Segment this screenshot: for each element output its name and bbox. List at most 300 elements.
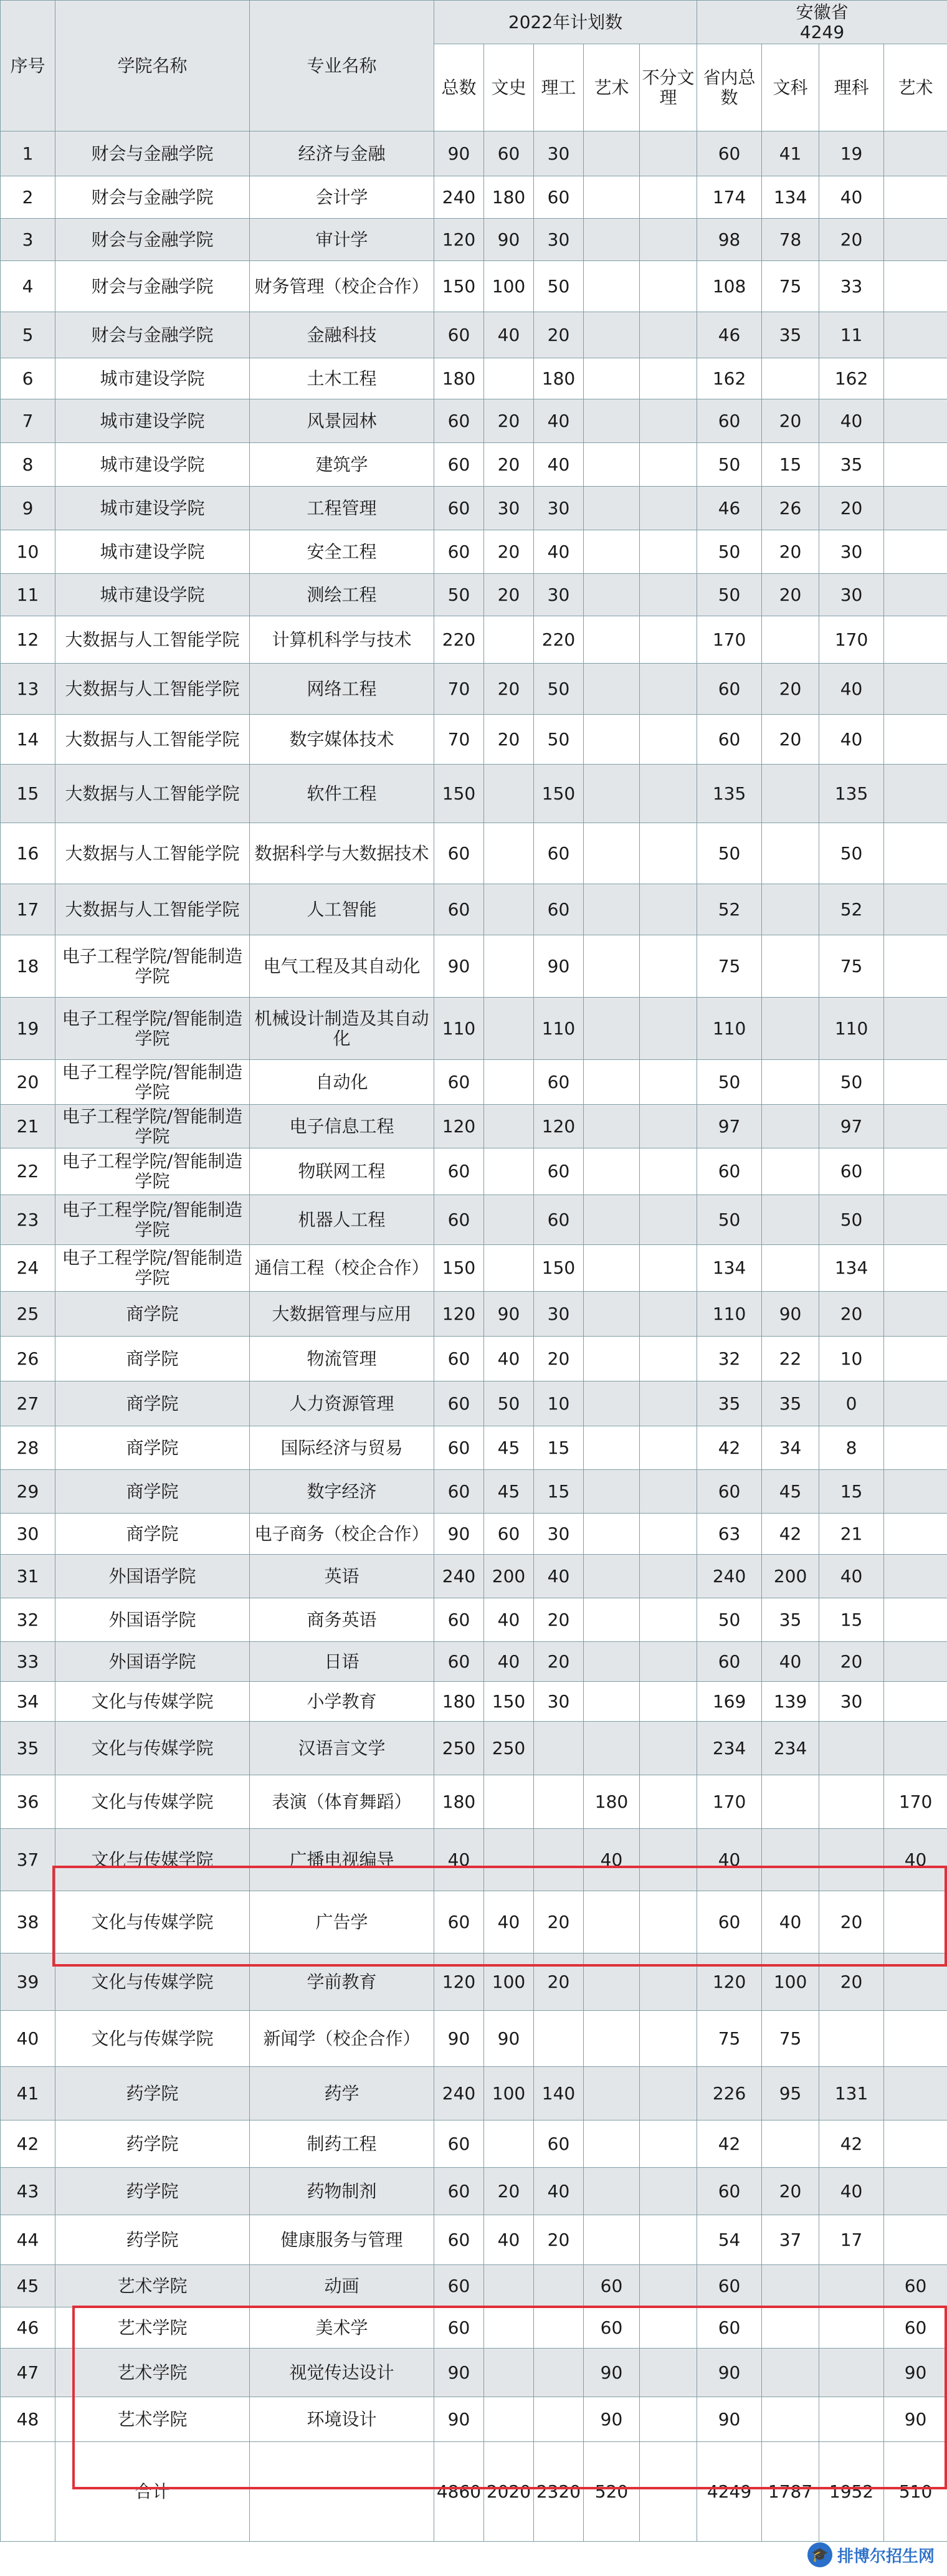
table-row (1, 2011, 947, 2067)
cell-bufen (640, 487, 697, 530)
cell-total: 60 (434, 487, 484, 530)
cell-yishu2: 40 (884, 1829, 947, 1891)
cell-ligong (534, 2397, 584, 2442)
cell-wenshi: 60 (484, 131, 534, 176)
cell-like: 40 (819, 176, 884, 219)
cell-province-total: 60 (697, 715, 762, 765)
cell-wenshi (484, 823, 534, 884)
cell-wenke (762, 2120, 819, 2168)
cell-like: 10 (819, 1337, 884, 1381)
cell-like: 15 (819, 1598, 884, 1642)
cell-yishu (584, 1337, 640, 1381)
cell-wenshi (484, 1060, 534, 1105)
cell-major: 电子商务（校企合作） (250, 1514, 434, 1555)
cell-wenke: 20 (762, 2168, 819, 2215)
cell-wenke: 40 (762, 1642, 819, 1682)
cell-like: 52 (819, 884, 884, 935)
cell-major: 安全工程 (250, 530, 434, 574)
cell-wenke: 20 (762, 574, 819, 616)
cell-ligong: 60 (534, 2120, 584, 2168)
cell-major: 计算机科学与技术 (250, 616, 434, 664)
cell-ligong: 20 (534, 1598, 584, 1642)
table-row (1, 1891, 947, 1953)
cell-like: 40 (819, 2168, 884, 2215)
cell-college: 商学院 (55, 1514, 250, 1555)
cell-seq: 13 (1, 664, 55, 715)
cell-seq: 27 (1, 1381, 55, 1426)
table-row (1, 2168, 947, 2215)
cell-college: 大数据与人工智能学院 (55, 765, 250, 823)
cell-wenke (762, 1829, 819, 1891)
table-row (1, 312, 947, 358)
cell-college: 文化与传媒学院 (55, 1682, 250, 1722)
cell-wenke (762, 2307, 819, 2349)
cell-province-total: 60 (697, 2265, 762, 2307)
cell-seq: 7 (1, 399, 55, 443)
cell-wenke: 40 (762, 1891, 819, 1953)
cell-ligong: 20 (534, 1953, 584, 2011)
cell-wenke: 26 (762, 487, 819, 530)
cell-seq: 26 (1, 1337, 55, 1381)
cell-major: 工程管理 (250, 487, 434, 530)
header-like: 理科 (819, 44, 884, 131)
cell-seq: 30 (1, 1514, 55, 1555)
cell-yishu2: 60 (884, 2307, 947, 2349)
cell-major: 审计学 (250, 219, 434, 261)
cell-province-total: 110 (697, 998, 762, 1060)
cell-bufen (640, 1245, 697, 1292)
cell-province-total: 46 (697, 487, 762, 530)
cell-college: 药学院 (55, 2120, 250, 2168)
cell-total: 60 (434, 1060, 484, 1105)
cell-college: 城市建设学院 (55, 443, 250, 487)
cell-wenshi: 45 (484, 1470, 534, 1514)
cell-major: 土木工程 (250, 358, 434, 399)
cell-yishu2 (884, 2067, 947, 2120)
cell-wenshi (484, 358, 534, 399)
cell-yishu2 (884, 998, 947, 1060)
cell-ligong: 30 (534, 1292, 584, 1337)
cell-wenshi (484, 1105, 534, 1148)
cell-wenshi (484, 2307, 534, 2349)
cell-yishu2 (884, 1381, 947, 1426)
table-row (1, 823, 947, 884)
cell-yishu2 (884, 530, 947, 574)
header-wenshi: 文史 (484, 44, 534, 131)
cell-college: 城市建设学院 (55, 358, 250, 399)
cell-wenshi: 90 (484, 219, 534, 261)
cell-college: 文化与传媒学院 (55, 2011, 250, 2067)
table-row (1, 261, 947, 312)
cell-total: 250 (434, 1722, 484, 1775)
cell-like: 110 (819, 998, 884, 1060)
cell-college: 文化与传媒学院 (55, 1775, 250, 1829)
cell-total: 240 (434, 176, 484, 219)
cell-bufen (640, 131, 697, 176)
cell-bufen (640, 616, 697, 664)
cell-major: 数字媒体技术 (250, 715, 434, 765)
cell-yishu (584, 2215, 640, 2265)
cell-province-total: 54 (697, 2215, 762, 2265)
cell-yishu2 (884, 1514, 947, 1555)
cell-like (819, 2011, 884, 2067)
table-row (1, 219, 947, 261)
cell-province-total: 60 (697, 664, 762, 715)
cell-yishu2 (884, 1722, 947, 1775)
cell-college: 外国语学院 (55, 1642, 250, 1682)
header-plan-title: 2022年计划数 (434, 1, 697, 44)
cell-major: 日语 (250, 1642, 434, 1682)
cell-like (819, 2307, 884, 2349)
cell-wenshi (484, 1775, 534, 1829)
cell-wenke: 100 (762, 1953, 819, 2011)
cell-province-total: 35 (697, 1381, 762, 1426)
cell-major: 学前教育 (250, 1953, 434, 2011)
cell-wenshi: 200 (484, 1555, 534, 1598)
cell-bufen (640, 1292, 697, 1337)
cell-like: 15 (819, 1470, 884, 1514)
cell-yishu2 (884, 1292, 947, 1337)
cell-bufen (640, 443, 697, 487)
cell-bufen (640, 1060, 697, 1105)
cell-wenke: 20 (762, 399, 819, 443)
header-bufen: 不分文理 (640, 44, 697, 131)
table-row (1, 487, 947, 530)
cell-like: 33 (819, 261, 884, 312)
cell-bufen (640, 2168, 697, 2215)
cell-yishu (584, 1148, 640, 1195)
cell-seq: 6 (1, 358, 55, 399)
cell-college: 城市建设学院 (55, 399, 250, 443)
cell-province-total: 120 (697, 1953, 762, 2011)
cell-province-total: 50 (697, 1060, 762, 1105)
cell-seq: 25 (1, 1292, 55, 1337)
cell-yishu (584, 312, 640, 358)
cell-total: 60 (434, 1598, 484, 1642)
cell-seq: 33 (1, 1642, 55, 1682)
cell-yishu2 (884, 487, 947, 530)
header-yishu2: 艺术 (884, 44, 947, 131)
cell-bufen (640, 1891, 697, 1953)
cell-like: 11 (819, 312, 884, 358)
cell-yishu (584, 1105, 640, 1148)
cell-seq: 15 (1, 765, 55, 823)
cell-like: 75 (819, 935, 884, 998)
cell-college: 电子工程学院/智能制造学院 (55, 1105, 250, 1148)
cell-like: 135 (819, 765, 884, 823)
cell-yishu2 (884, 574, 947, 616)
cell-total: 90 (434, 131, 484, 176)
cell-yishu2 (884, 358, 947, 399)
cell-yishu2 (884, 2215, 947, 2265)
cell-bufen (640, 2349, 697, 2397)
cell-yishu (584, 765, 640, 823)
cell-yishu: 180 (584, 1775, 640, 1829)
cell-like: 20 (819, 1292, 884, 1337)
table-row (1, 399, 947, 443)
cell-wenke (762, 884, 819, 935)
cell-ligong: 60 (534, 1148, 584, 1195)
cell-yishu (584, 998, 640, 1060)
cell-wenke: 34 (762, 1426, 819, 1470)
cell-province-total: 240 (697, 1555, 762, 1598)
cell-ligong (534, 2011, 584, 2067)
cell-college: 药学院 (55, 2215, 250, 2265)
cell-ligong: 30 (534, 487, 584, 530)
cell-yishu2 (884, 2120, 947, 2168)
cell-yishu (584, 1060, 640, 1105)
total-wenshi: 2020 (484, 2442, 534, 2542)
cell-like: 20 (819, 219, 884, 261)
cell-college: 财会与金融学院 (55, 131, 250, 176)
cell-yishu (584, 1470, 640, 1514)
cell-ligong: 40 (534, 530, 584, 574)
cell-seq: 47 (1, 2349, 55, 2397)
cell-bufen (640, 219, 697, 261)
total-sum: 4860 (434, 2442, 484, 2542)
table-row (1, 1060, 947, 1105)
cell-yishu2 (884, 1891, 947, 1953)
cell-ligong: 30 (534, 219, 584, 261)
cell-seq: 31 (1, 1555, 55, 1598)
cell-total: 70 (434, 715, 484, 765)
cell-major: 数据科学与大数据技术 (250, 823, 434, 884)
cell-bufen (640, 1722, 697, 1775)
cell-yishu (584, 1722, 640, 1775)
cell-yishu (584, 1426, 640, 1470)
cell-major: 表演（体育舞蹈） (250, 1775, 434, 1829)
cell-yishu (584, 1195, 640, 1245)
cell-seq: 38 (1, 1891, 55, 1953)
cell-yishu2 (884, 935, 947, 998)
cell-province-total: 46 (697, 312, 762, 358)
cell-seq: 9 (1, 487, 55, 530)
cell-ligong: 15 (534, 1426, 584, 1470)
cell-seq: 2 (1, 176, 55, 219)
cell-yishu2 (884, 443, 947, 487)
cell-province-total: 42 (697, 1426, 762, 1470)
cell-major: 制药工程 (250, 2120, 434, 2168)
cell-ligong: 180 (534, 358, 584, 399)
cell-bufen (640, 823, 697, 884)
cell-bufen (640, 574, 697, 616)
header-yishu: 艺术 (584, 44, 640, 131)
cell-college: 财会与金融学院 (55, 176, 250, 219)
cell-bufen (640, 998, 697, 1060)
cell-bufen (640, 1337, 697, 1381)
cell-like (819, 2349, 884, 2397)
cell-like: 21 (819, 1514, 884, 1555)
header-wenke: 文科 (762, 44, 819, 131)
header-total: 总数 (434, 44, 484, 131)
cell-bufen (640, 1470, 697, 1514)
table-row (1, 1381, 947, 1426)
cell-yishu (584, 715, 640, 765)
cell-wenshi: 45 (484, 1426, 534, 1470)
cell-seq: 35 (1, 1722, 55, 1775)
cell-wenke (762, 2397, 819, 2442)
cell-yishu (584, 2011, 640, 2067)
cell-province-total: 50 (697, 574, 762, 616)
cell-wenshi (484, 1829, 534, 1891)
cell-wenshi: 20 (484, 574, 534, 616)
cell-province-total: 75 (697, 2011, 762, 2067)
cell-college: 文化与传媒学院 (55, 1722, 250, 1775)
table-row (1, 2307, 947, 2349)
cell-seq: 36 (1, 1775, 55, 1829)
cell-wenke (762, 1195, 819, 1245)
cell-wenke: 75 (762, 2011, 819, 2067)
province-total: 4249 (799, 21, 845, 42)
cell-province-total: 98 (697, 219, 762, 261)
cell-bufen (640, 1381, 697, 1426)
total-province: 4249 (697, 2442, 762, 2542)
cell-wenke (762, 2265, 819, 2307)
cell-seq: 20 (1, 1060, 55, 1105)
cell-ligong: 40 (534, 443, 584, 487)
cell-major: 药学 (250, 2067, 434, 2120)
table-row (1, 176, 947, 219)
cell-bufen (640, 1555, 697, 1598)
cell-wenke: 45 (762, 1470, 819, 1514)
cell-province-total: 60 (697, 1891, 762, 1953)
cell-yishu (584, 1381, 640, 1426)
cell-major: 会计学 (250, 176, 434, 219)
cell-bufen (640, 1105, 697, 1148)
cell-seq: 37 (1, 1829, 55, 1891)
cell-total: 150 (434, 1245, 484, 1292)
header-ligong: 理工 (534, 44, 584, 131)
cell-like: 19 (819, 131, 884, 176)
cell-like: 162 (819, 358, 884, 399)
cell-major: 电气工程及其自动化 (250, 935, 434, 998)
cell-ligong: 60 (534, 1195, 584, 1245)
cell-province-total: 234 (697, 1722, 762, 1775)
cell-ligong: 40 (534, 2168, 584, 2215)
cell-wenke: 95 (762, 2067, 819, 2120)
cell-college: 财会与金融学院 (55, 219, 250, 261)
cell-wenke (762, 935, 819, 998)
cell-wenshi: 100 (484, 1953, 534, 2011)
cell-yishu2 (884, 1953, 947, 2011)
cell-bufen (640, 765, 697, 823)
cell-bufen (640, 664, 697, 715)
cell-yishu2 (884, 1470, 947, 1514)
cell-bufen (640, 1195, 697, 1245)
cell-total: 240 (434, 1555, 484, 1598)
cell-seq: 46 (1, 2307, 55, 2349)
cell-total: 60 (434, 1642, 484, 1682)
cell-like: 20 (819, 487, 884, 530)
cell-seq: 41 (1, 2067, 55, 2120)
cell-ligong: 20 (534, 1642, 584, 1682)
table-row (1, 2215, 947, 2265)
cell-wenshi: 20 (484, 399, 534, 443)
cell-province-total: 60 (697, 1148, 762, 1195)
cell-major: 数字经济 (250, 1470, 434, 1514)
cell-major: 环境设计 (250, 2397, 434, 2442)
cell-total: 60 (434, 2120, 484, 2168)
cell-province-total: 135 (697, 765, 762, 823)
cell-ligong: 10 (534, 1381, 584, 1426)
cell-ligong: 40 (534, 399, 584, 443)
cell-major: 物联网工程 (250, 1148, 434, 1195)
cell-ligong: 50 (534, 261, 584, 312)
cell-yishu (584, 176, 640, 219)
cell-major: 广播电视编导 (250, 1829, 434, 1891)
cell-ligong (534, 1829, 584, 1891)
cell-ligong: 60 (534, 823, 584, 884)
cell-wenshi: 30 (484, 487, 534, 530)
cell-ligong: 40 (534, 1555, 584, 1598)
cell-wenshi (484, 2397, 534, 2442)
cell-total: 60 (434, 1148, 484, 1195)
cell-bufen (640, 358, 697, 399)
cell-wenke: 42 (762, 1514, 819, 1555)
cell-seq: 43 (1, 2168, 55, 2215)
cell-yishu2: 90 (884, 2397, 947, 2442)
cell-total: 40 (434, 1829, 484, 1891)
cell-major: 健康服务与管理 (250, 2215, 434, 2265)
table-row (1, 2120, 947, 2168)
cell-seq: 18 (1, 935, 55, 998)
cell-province-total: 75 (697, 935, 762, 998)
cell-total: 50 (434, 574, 484, 616)
cell-yishu2 (884, 176, 947, 219)
cell-seq: 24 (1, 1245, 55, 1292)
cell-province-total: 226 (697, 2067, 762, 2120)
cell-yishu (584, 1555, 640, 1598)
cell-yishu (584, 1642, 640, 1682)
cell-wenshi: 40 (484, 1598, 534, 1642)
total-seq (1, 2442, 55, 2542)
cell-total: 60 (434, 1195, 484, 1245)
cell-like: 40 (819, 715, 884, 765)
cell-ligong: 110 (534, 998, 584, 1060)
cell-province-total: 169 (697, 1682, 762, 1722)
table-row (1, 1682, 947, 1722)
cell-total: 60 (434, 443, 484, 487)
cell-seq: 34 (1, 1682, 55, 1722)
cell-seq: 22 (1, 1148, 55, 1195)
cell-seq: 17 (1, 884, 55, 935)
cell-wenke: 200 (762, 1555, 819, 1598)
cell-yishu2 (884, 616, 947, 664)
cell-like: 60 (819, 1148, 884, 1195)
cell-total: 90 (434, 935, 484, 998)
cell-province-total: 60 (697, 399, 762, 443)
cell-total: 150 (434, 261, 484, 312)
cell-seq: 40 (1, 2011, 55, 2067)
cell-major: 人力资源管理 (250, 1381, 434, 1426)
cell-total: 150 (434, 765, 484, 823)
cell-major: 网络工程 (250, 664, 434, 715)
cell-college: 财会与金融学院 (55, 312, 250, 358)
cell-total: 180 (434, 1682, 484, 1722)
cell-yishu2 (884, 664, 947, 715)
table-row (1, 1195, 947, 1245)
cell-yishu2 (884, 823, 947, 884)
cell-like: 8 (819, 1426, 884, 1470)
cell-yishu (584, 1891, 640, 1953)
cell-major: 汉语言文学 (250, 1722, 434, 1775)
cell-ligong: 50 (534, 664, 584, 715)
cell-major: 软件工程 (250, 765, 434, 823)
cell-yishu2 (884, 399, 947, 443)
cell-total: 70 (434, 664, 484, 715)
cell-province-total: 63 (697, 1514, 762, 1555)
cell-like: 20 (819, 1891, 884, 1953)
